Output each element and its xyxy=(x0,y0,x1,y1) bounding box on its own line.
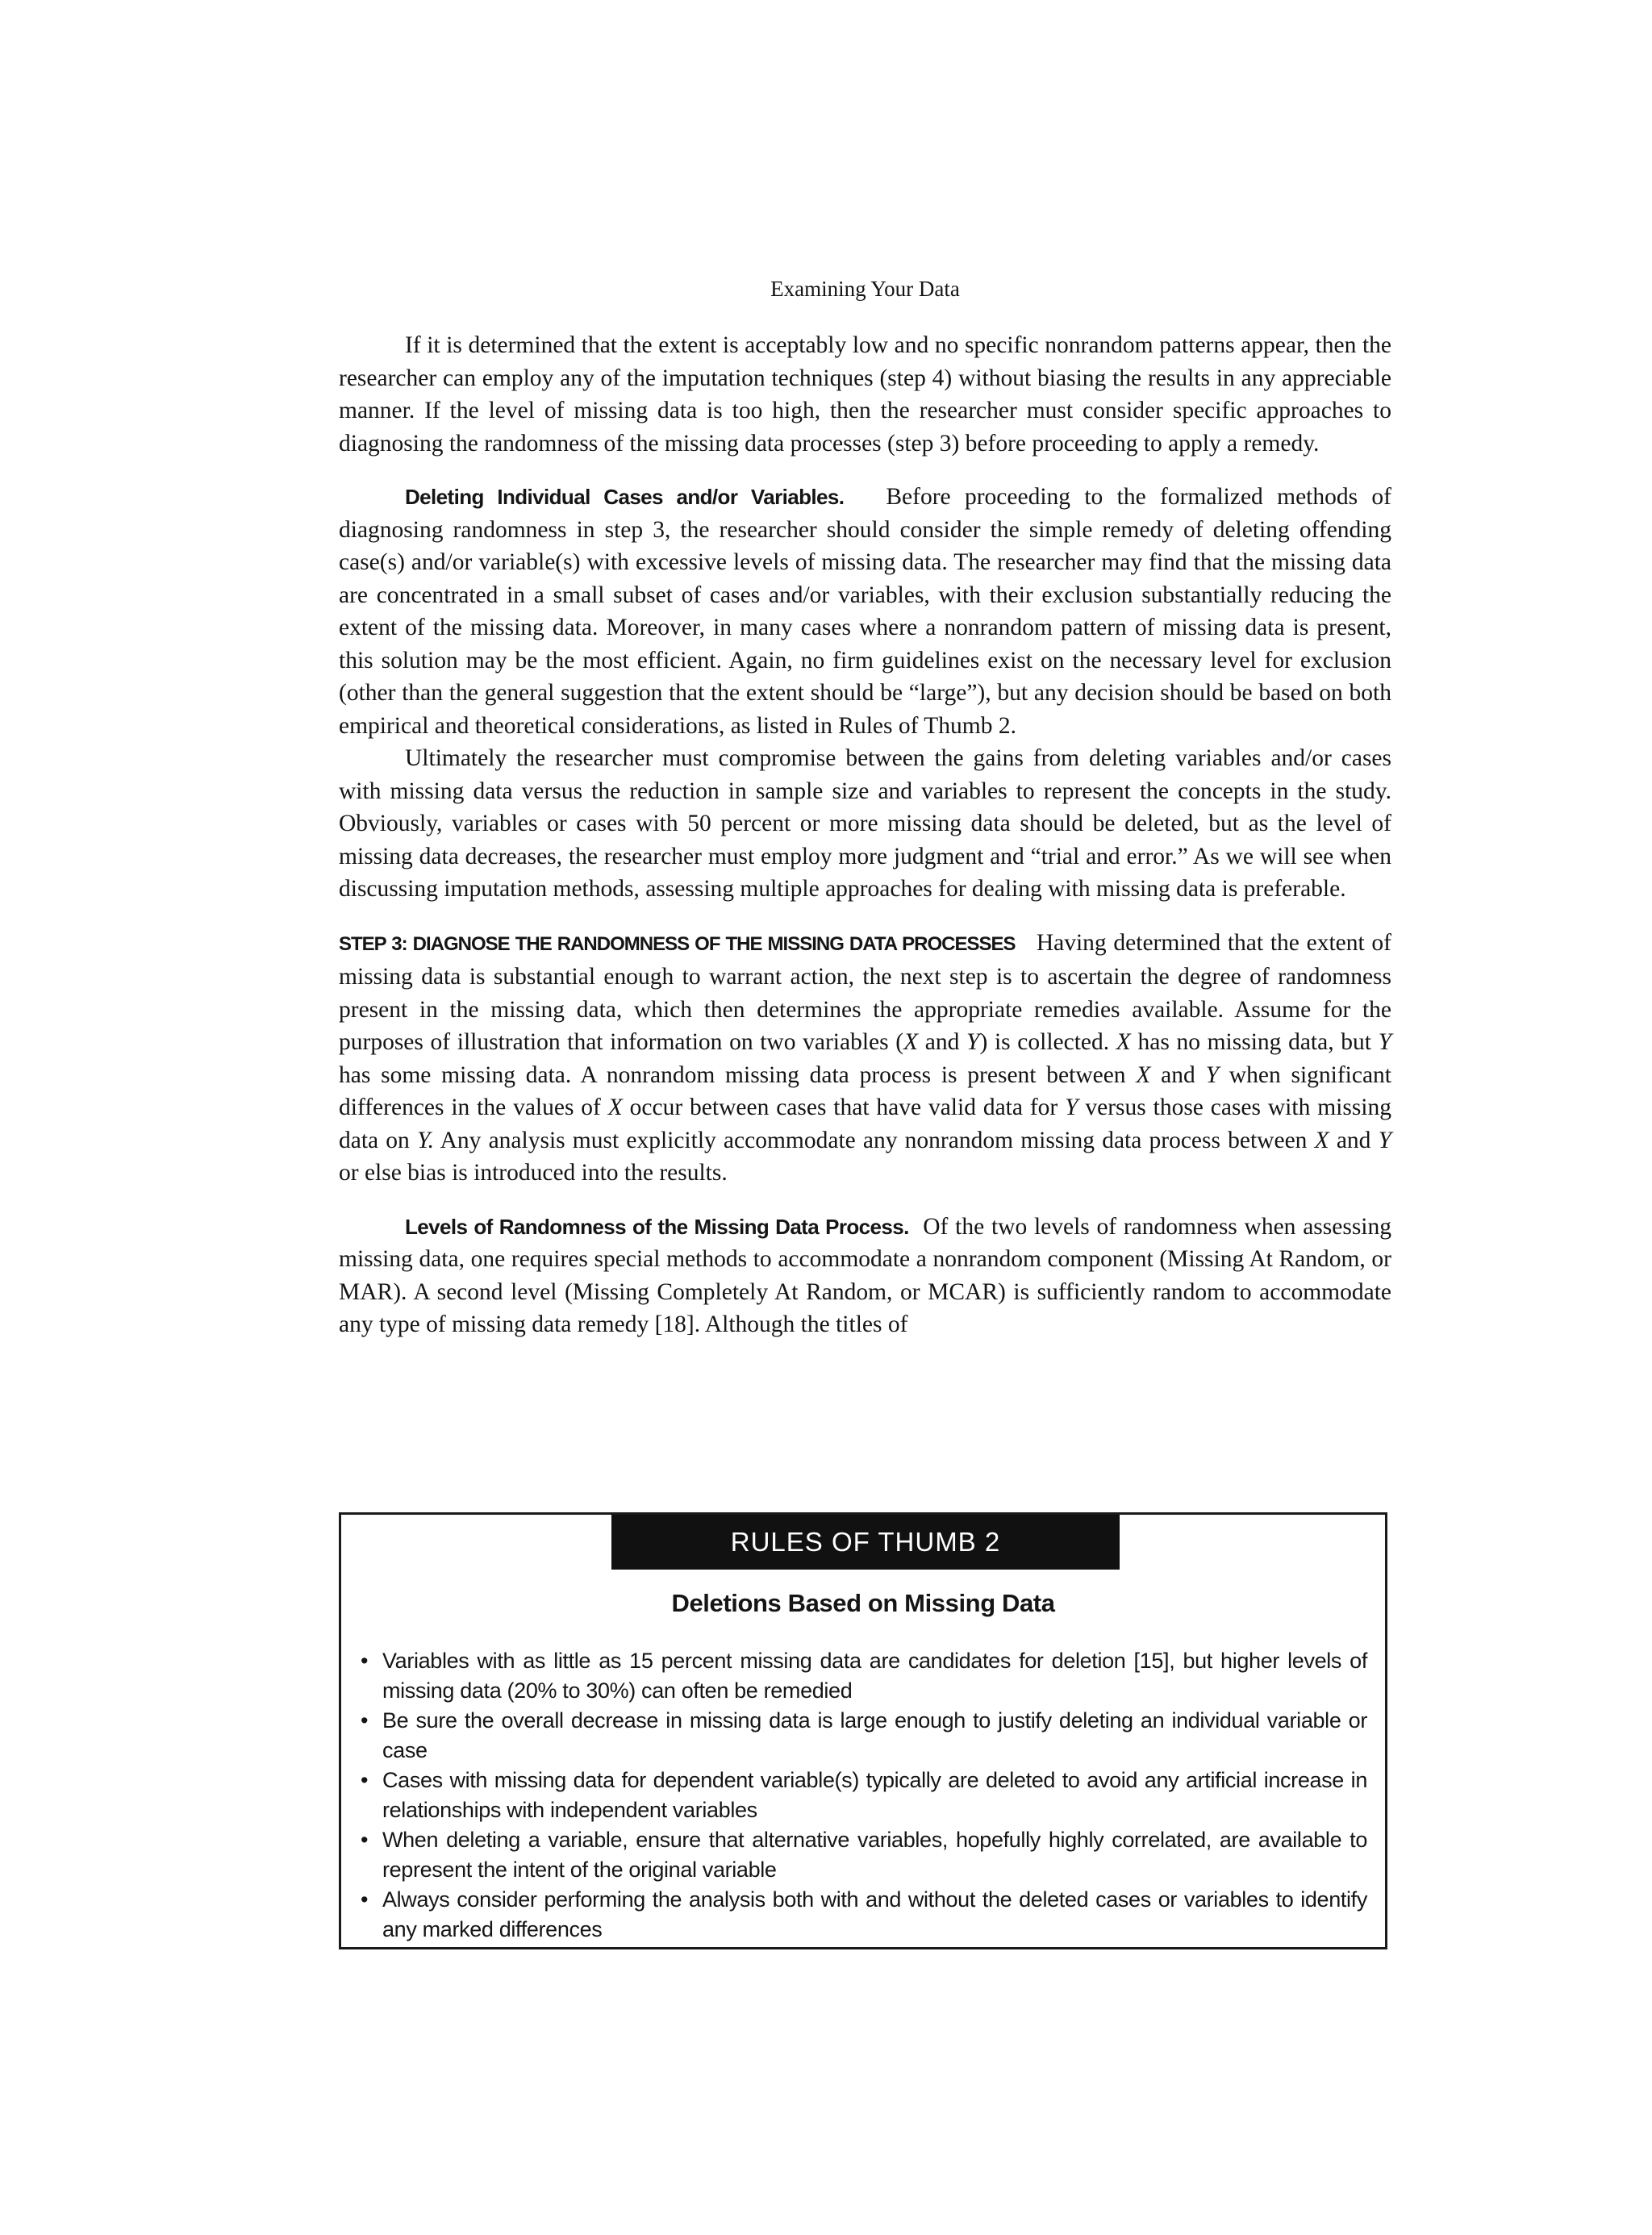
paragraph-deleting-cases xyxy=(339,481,1391,742)
rules-subtitle: Deletions Based on Missing Data xyxy=(671,1589,1055,1617)
paragraph-compromise: Ultimately the researcher must compromise between the gains from deleting variables and/or cases with missing data versus the reduction in sample size and variables to represent the concepts in the study. Obviously, variables or cases with 50 percent or more missing data should be deleted, but as the level of missing data decreases, the researcher must employ more judgment and “trial and error.” As we will see when discussing imputation methods, assessing multiple approaches for dealing with missing data is preferable. xyxy=(339,745,1391,902)
paragraph-deleting-text: Before proceeding to the formalized methods of diagnosing randomness in step 3, the researcher should consider the simple remedy of deleting offending case(s) and/or variable(s) with excessive levels of missing data. The researcher may find that the missing data are concentrated in a small subset of cases and/or variables, with their exclusion substantially reducing the extent of the missing data. Moreover, in many cases where a nonrandom pattern of missing data is present, this solution may be the most efficient. Again, no firm guidelines exist on the necessary level for exclusion (other than the general suggestion that the extent should be “large”), but any decision should be based on both empirical and theoretical considerations, as listed in Rules of Thumb 2. xyxy=(339,484,1392,739)
var-x: X xyxy=(1136,1061,1151,1088)
bullet-icon: • xyxy=(361,1649,369,1673)
step3-text-a: Having determined that the extent of missing data is substantial enough to warrant action, the next step is to ascertain the degree of randomness present in the missing data, which then determines the appropriate remedies available. Assume for the purposes of illustration that information on two variables ( xyxy=(339,929,1392,1055)
paragraph-imputation-intro: If it is determined that the extent is acceptably low and no specific nonrandom patterns appear, then the researcher can employ any of the imputation techniques (step 4) without biasing the results in any appreciable manner. If the level of missing data is too high, then the researcher must consider specific approaches to diagnosing the randomness of the missing data processes (step 3) before proceeding to apply a remedy. xyxy=(339,332,1391,457)
rules-banner: RULES OF THUMB 2 xyxy=(611,1515,1120,1570)
step3-text-i: versus those cases with missing data on xyxy=(339,1095,1391,1153)
paragraph-levels-text: Of the two levels of randomness when assessing missing data, one requires special methods to accommodate a nonrandom component (Missing At Random, or MAR). A second level (Missing Completely At Random, or MCAR) is sufficiently random to accommodate any type of missing data remedy [18]. Although the titles of xyxy=(339,1213,1392,1337)
bullet-icon: • xyxy=(361,1887,369,1912)
paragraph-step3 xyxy=(339,927,1391,1190)
paragraph-levels-randomness xyxy=(339,1211,1391,1341)
run-in-heading-levels: Levels of Randomness of the Missing Data Process. xyxy=(405,1214,909,1239)
step3-text-b: and xyxy=(918,1029,967,1055)
rule-text: Cases with missing data for dependent variable(s) typically are deleted to avoid any artificial increase in relationships with independent variables xyxy=(382,1768,1367,1822)
rule-text: Always consider performing the analysis both with and without the deleted cases or variables to identify any marked differences xyxy=(382,1887,1367,1941)
var-y: Y xyxy=(1378,1029,1392,1055)
rule-item xyxy=(357,1766,1367,1824)
rule-item xyxy=(357,1706,1367,1765)
step3-text-j: Any analysis must explicitly accommodate any nonrandom missing data process between xyxy=(434,1127,1315,1153)
running-head: Examining Your Data xyxy=(770,277,960,301)
rules-list xyxy=(357,1646,1367,1945)
run-in-heading-deleting: Deleting Individual Cases and/or Variables. xyxy=(405,485,845,509)
var-x: X xyxy=(1314,1127,1329,1153)
var-y: Y. xyxy=(416,1127,435,1153)
step3-text-d: has no missing data, but xyxy=(1130,1029,1379,1055)
bullet-icon: • xyxy=(361,1708,369,1733)
rule-text: Variables with as little as 15 percent missing data are candidates for deletion [15], but higher levels of missing data (20% to 30%) can often be remedied xyxy=(382,1649,1367,1703)
var-x: X xyxy=(1116,1029,1131,1055)
body-text xyxy=(339,329,1391,1341)
rule-text: Be sure the overall decrease in missing data is large enough to justify deleting an individual variable or case xyxy=(382,1708,1367,1762)
step3-text-h: occur between cases that have valid data for xyxy=(622,1095,1066,1120)
var-y: Y xyxy=(1065,1095,1078,1120)
rule-item xyxy=(357,1646,1367,1705)
var-y: Y xyxy=(1205,1061,1219,1088)
bullet-icon: • xyxy=(361,1768,369,1792)
rules-of-thumb-box xyxy=(339,1512,1387,1949)
rule-item xyxy=(357,1885,1367,1944)
step3-text-l: or else bias is introduced into the results. xyxy=(339,1160,728,1186)
step3-heading: STEP 3: DIAGNOSE THE RANDOMNESS OF THE MISSING DATA PROCESSES xyxy=(339,932,1016,955)
step3-text-g: when significant differences in the values of xyxy=(339,1061,1392,1120)
step3-text-k: and xyxy=(1329,1127,1379,1153)
bullet-icon: • xyxy=(361,1828,369,1852)
step3-text-f: and xyxy=(1150,1061,1206,1088)
step3-text-e: has some missing data. A nonrandom missing data process is present between xyxy=(339,1061,1137,1088)
step3-text-c: ) is collected. xyxy=(979,1029,1116,1055)
rule-text: When deleting a variable, ensure that alternative variables, hopefully highly correlated, are available to represent the intent of the original variable xyxy=(382,1828,1367,1882)
rule-item xyxy=(357,1825,1367,1884)
var-x: X xyxy=(903,1029,919,1055)
page-content xyxy=(339,278,1391,1341)
var-x: X xyxy=(607,1095,623,1120)
var-y: Y xyxy=(1378,1127,1392,1153)
var-y: Y xyxy=(966,1029,980,1055)
